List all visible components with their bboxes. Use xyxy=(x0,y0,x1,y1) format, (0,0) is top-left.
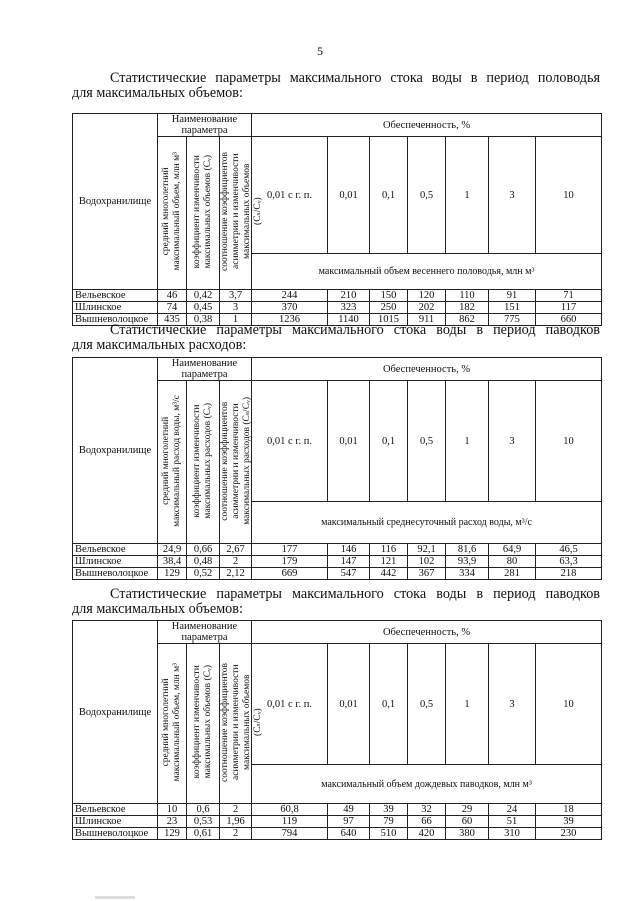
probability-value: 230 xyxy=(536,828,602,840)
ratio-value: 2 xyxy=(220,828,252,840)
probability-value: 911 xyxy=(408,314,446,326)
table-row xyxy=(73,544,602,556)
probability-value: 244 xyxy=(252,290,328,302)
probability-value: 116 xyxy=(370,544,408,556)
probability-value: 117 xyxy=(536,302,602,314)
header-prob-group: Обеспеченность, % xyxy=(252,358,602,381)
mean-value: 129 xyxy=(158,568,187,580)
table-row xyxy=(73,556,602,568)
reservoir-name: Шлинское xyxy=(73,302,158,314)
header-ratio-line: максимальных объемов xyxy=(242,163,252,260)
probability-value: 177 xyxy=(252,544,328,556)
header-param-group: Наименование параметра xyxy=(158,114,252,137)
probability-value: 367 xyxy=(408,568,446,580)
header-ratio-text xyxy=(220,397,253,525)
reservoir-name: Вышневолоцкое xyxy=(73,314,158,326)
table-row xyxy=(73,828,602,840)
probability-value: 420 xyxy=(408,828,446,840)
probability-value: 119 xyxy=(252,816,328,828)
header-probability: 0,01 xyxy=(328,381,370,502)
header-ratio xyxy=(220,381,252,544)
mean-value: 38,4 xyxy=(158,556,187,568)
cv-value: 0,48 xyxy=(187,556,220,568)
header-cv-line: коэффициент изменчивости xyxy=(192,665,202,779)
header-reservoir: Водохранилище xyxy=(73,358,158,544)
probability-value: 794 xyxy=(252,828,328,840)
probability-value: 442 xyxy=(370,568,408,580)
header-reservoir: Водохранилище xyxy=(73,621,158,804)
header-param-group: Наименование параметра xyxy=(158,358,252,381)
probability-value: 182 xyxy=(446,302,489,314)
table-heading xyxy=(72,71,600,101)
header-unit-label: максимальный объем весеннего половодья, млн м³ xyxy=(252,254,602,290)
cv-value: 0,61 xyxy=(187,828,220,840)
table-heading xyxy=(72,587,600,617)
header-cv-line: максимальных расходов (Cᵥ) xyxy=(203,402,213,519)
probability-value: 91 xyxy=(489,290,536,302)
probability-value: 51 xyxy=(489,816,536,828)
probability-value: 63,3 xyxy=(536,556,602,568)
header-probability: 10 xyxy=(536,137,602,254)
header-cv-line: максимальных объемов (Cᵥ) xyxy=(203,154,213,269)
probability-value: 218 xyxy=(536,568,602,580)
header-probability: 1 xyxy=(446,137,489,254)
header-ratio-text xyxy=(220,152,264,271)
probability-value: 281 xyxy=(489,568,536,580)
header-reservoir: Водохранилище xyxy=(73,114,158,290)
reservoir-name: Вельевское xyxy=(73,804,158,816)
header-probability: 0,01 с г. п. xyxy=(252,137,328,254)
ratio-value: 2 xyxy=(220,804,252,816)
mean-value: 23 xyxy=(158,816,187,828)
probability-value: 24 xyxy=(489,804,536,816)
ratio-value: 3,7 xyxy=(220,290,252,302)
header-probability: 10 xyxy=(536,644,602,765)
header-cv-text xyxy=(192,155,214,268)
header-probability: 0,01 xyxy=(328,137,370,254)
probability-value: 66 xyxy=(408,816,446,828)
header-mean-line: средний многолетний xyxy=(161,678,171,767)
header-mean xyxy=(158,137,187,290)
probability-value: 46,5 xyxy=(536,544,602,556)
header-mean-text xyxy=(161,663,183,781)
header-cv-text xyxy=(192,665,214,778)
header-probability: 0,01 xyxy=(328,644,370,765)
header-cv xyxy=(187,137,220,290)
header-ratio-line: максимальных расходов (Cₛ/Cᵥ) xyxy=(242,396,252,525)
probability-value: 60 xyxy=(446,816,489,828)
header-ratio xyxy=(220,644,263,804)
header-mean-text xyxy=(161,395,183,527)
probability-value: 39 xyxy=(370,804,408,816)
table-row xyxy=(73,568,602,580)
probability-value: 29 xyxy=(446,804,489,816)
table-heading xyxy=(72,323,600,353)
probability-value: 547 xyxy=(328,568,370,580)
mean-value: 46 xyxy=(158,290,187,302)
probability-value: 81,6 xyxy=(446,544,489,556)
probability-value: 147 xyxy=(328,556,370,568)
probability-value: 1236 xyxy=(252,314,328,326)
probability-value: 660 xyxy=(536,314,602,326)
mean-value: 435 xyxy=(158,314,187,326)
header-unit-label: максимальный среднесуточный расход воды, м³/с xyxy=(252,502,602,544)
cv-value: 0,53 xyxy=(187,816,220,828)
header-ratio-line: асимметрии и изменчивости xyxy=(231,664,241,780)
ratio-value: 1,96 xyxy=(220,816,252,828)
header-prob-group: Обеспеченность, % xyxy=(252,114,602,137)
header-probability: 1 xyxy=(446,381,489,502)
cv-value: 0,42 xyxy=(187,290,220,302)
probability-value: 310 xyxy=(489,828,536,840)
probability-value: 510 xyxy=(370,828,408,840)
probability-value: 862 xyxy=(446,314,489,326)
probability-value: 110 xyxy=(446,290,489,302)
ratio-value: 3 xyxy=(220,302,252,314)
header-probability: 10 xyxy=(536,381,602,502)
scan-artifact xyxy=(95,896,135,899)
cv-value: 0,52 xyxy=(187,568,220,580)
header-ratio xyxy=(220,137,263,290)
probability-value: 1140 xyxy=(328,314,370,326)
probability-value: 150 xyxy=(370,290,408,302)
heading-line-2: для максимальных расходов: xyxy=(72,337,247,353)
probability-value: 640 xyxy=(328,828,370,840)
reservoir-name: Шлинское xyxy=(73,556,158,568)
probability-value: 323 xyxy=(328,302,370,314)
header-probability: 0,5 xyxy=(408,137,446,254)
heading-line-1: Статистические параметры максимального стока воды в период половодья xyxy=(110,70,600,86)
header-param-group: Наименование параметра xyxy=(158,621,252,644)
probability-value: 120 xyxy=(408,290,446,302)
heading-line-2: для максимальных объемов: xyxy=(72,85,243,101)
header-mean xyxy=(158,381,187,544)
probability-value: 669 xyxy=(252,568,328,580)
statistics-table xyxy=(72,357,602,580)
header-probability: 1 xyxy=(446,644,489,765)
heading-line-1: Статистические параметры максимального стока воды в период паводков xyxy=(110,322,600,338)
table-row xyxy=(73,816,602,828)
header-probability: 0,01 с г. п. xyxy=(252,644,328,765)
header-cv-line: максимальных объемов (Cᵥ) xyxy=(203,665,213,779)
header-ratio-line: соотношение коэффициентов xyxy=(220,401,230,520)
probability-value: 71 xyxy=(536,290,602,302)
header-mean-line: максимальный объем, млн м³ xyxy=(172,152,182,271)
ratio-value: 1 xyxy=(220,314,252,326)
cv-value: 0,38 xyxy=(187,314,220,326)
statistics-table xyxy=(72,620,602,840)
header-cv xyxy=(187,381,220,544)
header-mean-line: максимальный расход воды, м³/с xyxy=(172,394,182,527)
header-cv xyxy=(187,644,220,804)
probability-value: 775 xyxy=(489,314,536,326)
header-probability: 0,5 xyxy=(408,381,446,502)
header-cv-line: коэффициент изменчивости xyxy=(192,403,202,518)
header-mean-line: средний многолетний xyxy=(161,416,171,505)
probability-value: 60,8 xyxy=(252,804,328,816)
probability-value: 334 xyxy=(446,568,489,580)
probability-value: 93,9 xyxy=(446,556,489,568)
header-probability: 0,1 xyxy=(370,381,408,502)
probability-value: 80 xyxy=(489,556,536,568)
cv-value: 0,45 xyxy=(187,302,220,314)
header-ratio-line: асимметрии и изменчивости xyxy=(231,153,241,270)
header-ratio-line: (Cₛ/Cᵥ) xyxy=(253,197,263,226)
header-probability: 0,1 xyxy=(370,644,408,765)
probability-value: 64,9 xyxy=(489,544,536,556)
ratio-value: 2 xyxy=(220,556,252,568)
ratio-value: 2,67 xyxy=(220,544,252,556)
header-probability: 3 xyxy=(489,644,536,765)
cv-value: 0,6 xyxy=(187,804,220,816)
probability-value: 79 xyxy=(370,816,408,828)
probability-value: 151 xyxy=(489,302,536,314)
header-cv-text xyxy=(192,403,214,519)
reservoir-name: Шлинское xyxy=(73,816,158,828)
header-ratio-text xyxy=(220,663,264,782)
page-number: 5 xyxy=(317,44,323,58)
probability-value: 250 xyxy=(370,302,408,314)
mean-value: 74 xyxy=(158,302,187,314)
header-mean-text xyxy=(161,152,183,270)
probability-value: 179 xyxy=(252,556,328,568)
header-unit-label: максимальный объем дождевых паводков, млн м³ xyxy=(252,765,602,804)
probability-value: 380 xyxy=(446,828,489,840)
probability-value: 202 xyxy=(408,302,446,314)
table-row xyxy=(73,804,602,816)
table-row xyxy=(73,290,602,302)
statistics-table xyxy=(72,113,602,326)
probability-value: 39 xyxy=(536,816,602,828)
mean-value: 129 xyxy=(158,828,187,840)
heading-line-2: для максимальных объемов: xyxy=(72,601,243,617)
header-ratio-line: соотношение коэффициентов xyxy=(220,152,230,271)
header-ratio-line: максимальных объемов xyxy=(242,674,252,770)
probability-value: 121 xyxy=(370,556,408,568)
table-row xyxy=(73,302,602,314)
cv-value: 0,66 xyxy=(187,544,220,556)
ratio-value: 2,12 xyxy=(220,568,252,580)
header-ratio-line: асимметрии и изменчивости xyxy=(231,402,241,519)
probability-value: 32 xyxy=(408,804,446,816)
reservoir-name: Вышневолоцкое xyxy=(73,568,158,580)
header-cv-line: коэффициент изменчивости xyxy=(192,154,202,269)
mean-value: 10 xyxy=(158,804,187,816)
header-ratio-line: соотношение коэффициентов xyxy=(220,662,230,782)
reservoir-name: Вельевское xyxy=(73,544,158,556)
header-probability: 0,01 с г. п. xyxy=(252,381,328,502)
probability-value: 102 xyxy=(408,556,446,568)
header-probability: 0,1 xyxy=(370,137,408,254)
heading-line-1: Статистические параметры максимального стока воды в период паводков xyxy=(110,586,600,602)
header-ratio-line: (Cₛ/Cᵥ) xyxy=(253,708,263,736)
header-probability: 0,5 xyxy=(408,644,446,765)
probability-value: 97 xyxy=(328,816,370,828)
probability-value: 370 xyxy=(252,302,328,314)
header-probability: 3 xyxy=(489,137,536,254)
mean-value: 24,9 xyxy=(158,544,187,556)
reservoir-name: Вышневолоцкое xyxy=(73,828,158,840)
header-probability: 3 xyxy=(489,381,536,502)
probability-value: 92,1 xyxy=(408,544,446,556)
probability-value: 18 xyxy=(536,804,602,816)
header-mean-line: средний многолетний xyxy=(161,167,171,256)
probability-value: 210 xyxy=(328,290,370,302)
header-prob-group: Обеспеченность, % xyxy=(252,621,602,644)
probability-value: 146 xyxy=(328,544,370,556)
probability-value: 1015 xyxy=(370,314,408,326)
probability-value: 49 xyxy=(328,804,370,816)
header-mean-line: максимальный объем, млн м³ xyxy=(172,662,182,782)
reservoir-name: Вельевское xyxy=(73,290,158,302)
header-mean xyxy=(158,644,187,804)
